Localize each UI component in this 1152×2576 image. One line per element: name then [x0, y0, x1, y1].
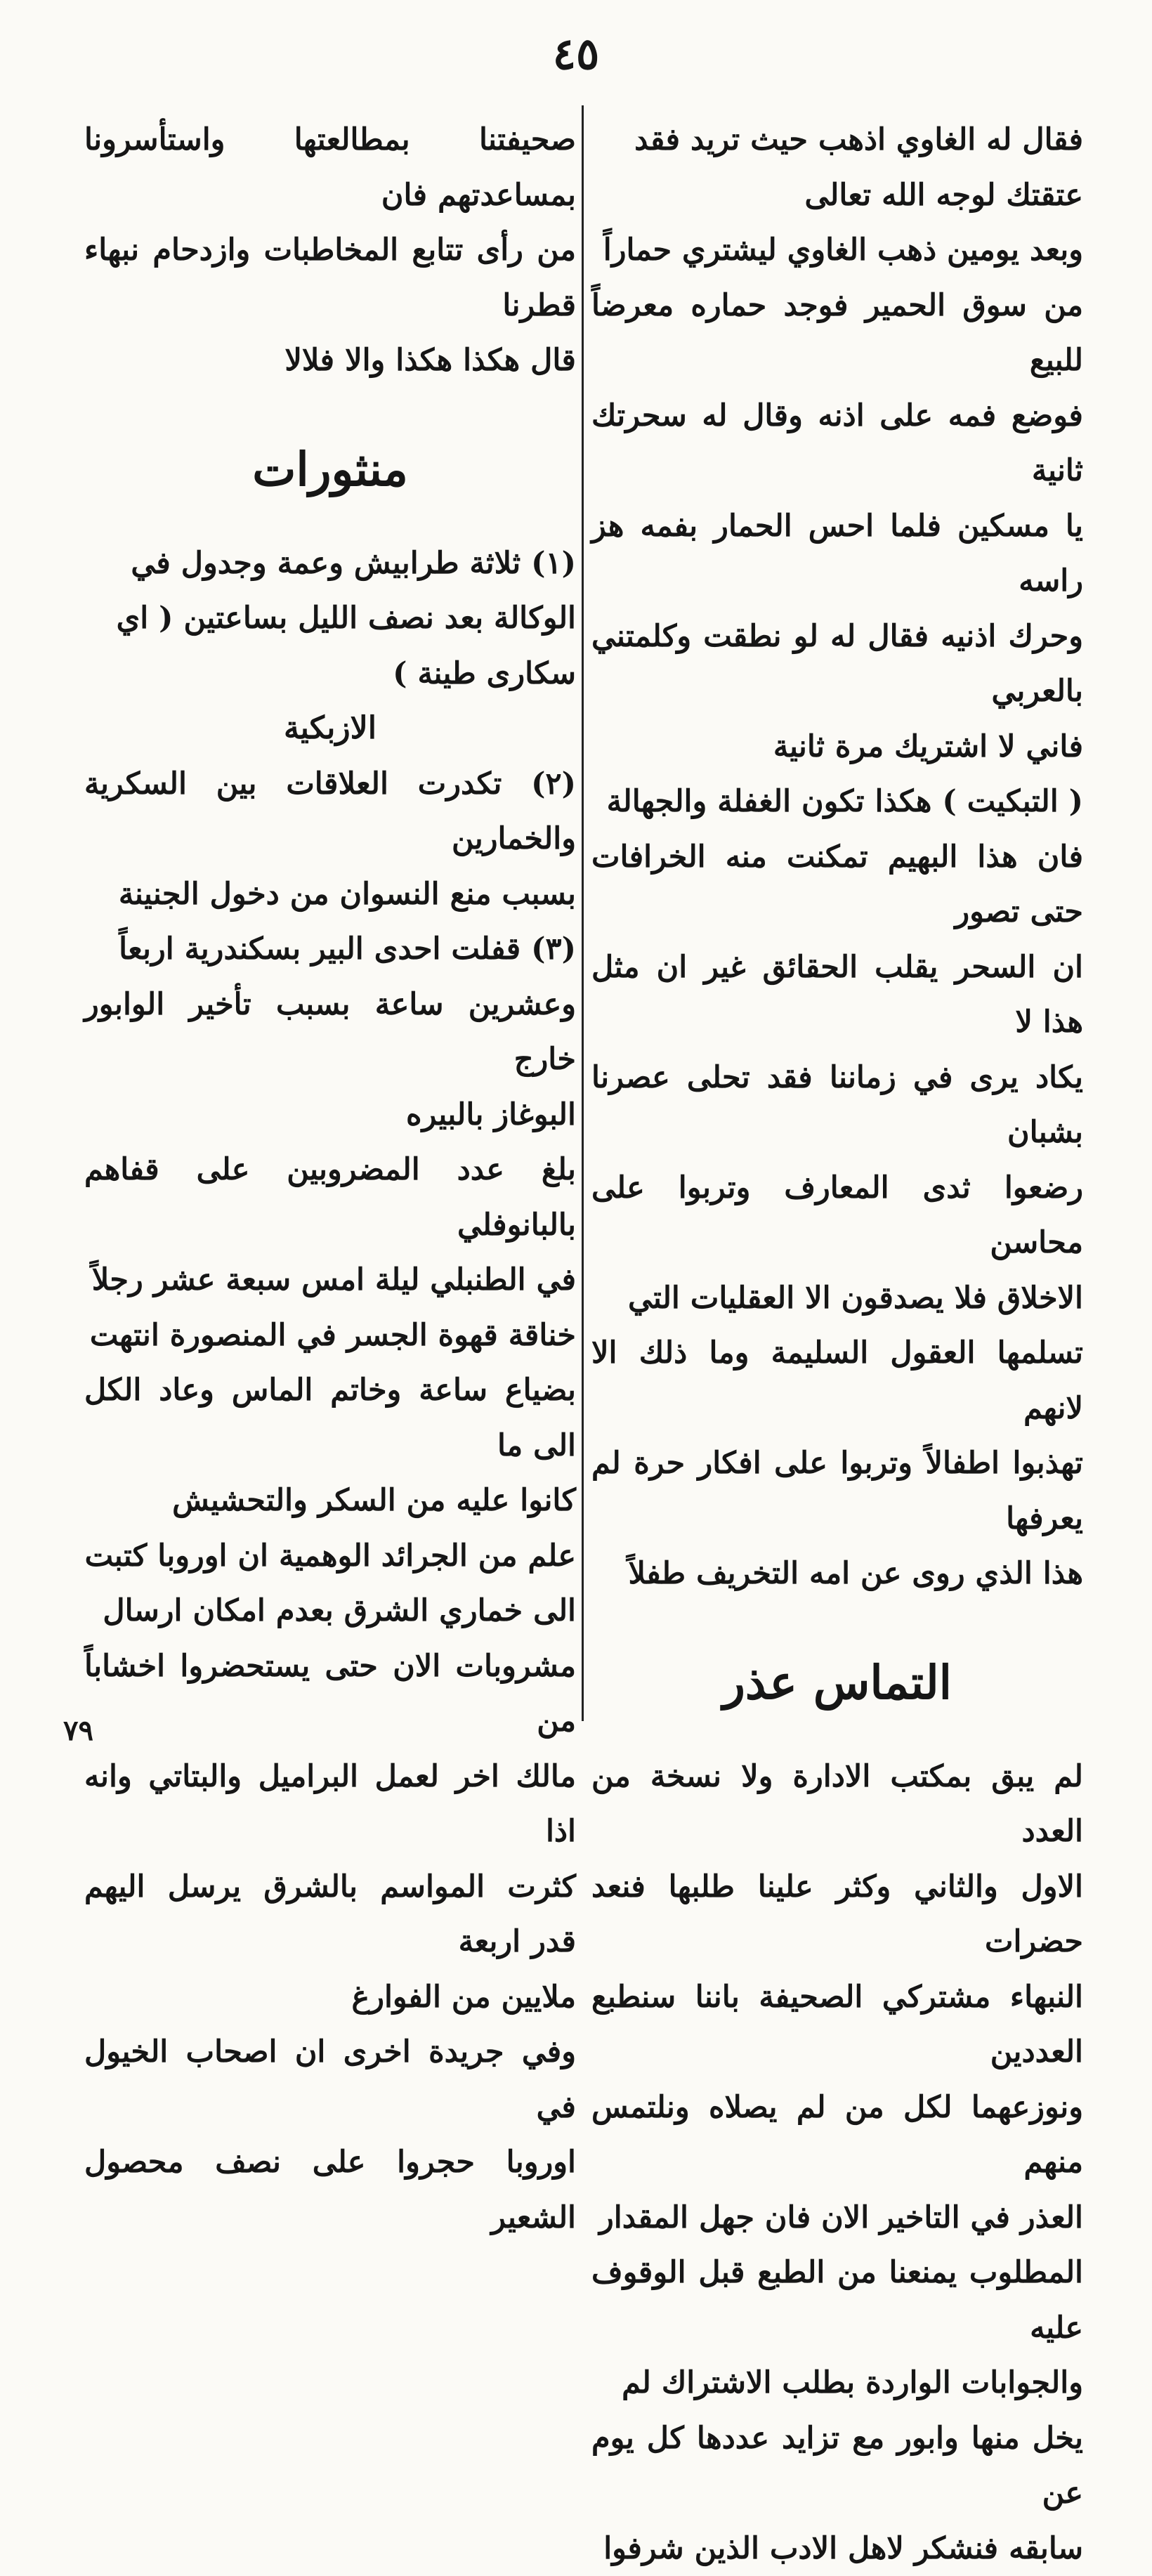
text-line: وحرك اذنيه فقال له لو نطقت وكلمتني بالعربي — [591, 609, 1083, 719]
text-line: النبهاء مشتركي الصحيفة باننا سنطبع العددين — [591, 1970, 1083, 2080]
text-line: يا مسكين فلما احس الحمار بفمه هز راسه — [591, 499, 1083, 609]
section-heading: التماس عذر — [591, 1651, 1083, 1714]
text-line: علم من الجرائد الوهمية ان اوروبا كتبت — [84, 1529, 576, 1584]
subheading: الازبكية — [84, 701, 576, 757]
text-line: الى خماري الشرق بعدم امكان ارسال — [84, 1583, 576, 1639]
text-line: (١) ثلاثة طرابيش وعمة وجدول في — [84, 536, 576, 591]
text-line: (٣) قفلت احدى البير بسكندرية اربعاً — [84, 922, 576, 977]
text-line: كثرت المواسم بالشرق يرسل اليهم قدر اربعة — [84, 1859, 576, 1970]
text-line: البوغاز بالبيره — [84, 1087, 576, 1143]
text-line: رضعوا ثدى المعارف وتربوا على محاسن — [591, 1160, 1083, 1271]
column-divider — [582, 105, 584, 1721]
text-line: عتقتك لوجه الله تعالى — [591, 168, 1083, 223]
text-line: الوكالة بعد نصف الليل بساعتين ( اي — [84, 591, 576, 646]
text-line: (٢) تكدرت العلاقات بين السكرية والخمارين — [84, 757, 576, 867]
text-line: سابقه فنشكر لاهل الادب الذين شرفوا — [591, 2521, 1083, 2576]
page-number: ٤٥ — [0, 28, 1152, 79]
text-line: فقال له الغاوي اذهب حيث تريد فقد — [591, 112, 1083, 168]
text-line: فان هذا البهيم تمكنت منه الخرافات حتى تصور — [591, 830, 1083, 940]
text-line: الاول والثاني وكثر علينا طلبها فنعد حضرات — [591, 1859, 1083, 1970]
text-line: يكاد يرى في زماننا فقد تحلى عصرنا بشبان — [591, 1050, 1083, 1160]
section-heading: منثورات — [84, 438, 576, 501]
text-line: هذا الذي روى عن امه التخريف طفلاً — [591, 1546, 1083, 1602]
text-line: في الطنبلي ليلة امس سبعة عشر رجلاً — [84, 1253, 576, 1308]
text-line: بسبب منع النسوان من دخول الجنينة — [84, 867, 576, 922]
text-line: قال هكذا هكذا والا فلالا — [84, 333, 576, 388]
text-line: والجوابات الواردة بطلب الاشتراك لم — [591, 2355, 1083, 2411]
footer-number: ٧٩ — [63, 1714, 93, 1747]
text-line: اوروبا حجروا على نصف محصول الشعير — [84, 2135, 576, 2245]
text-line: بلغ عدد المضروبين على قفاهم بالبانوفلي — [84, 1142, 576, 1253]
text-line: من رأى تتابع المخاطبات وازدحام نبهاء قطرنا — [84, 223, 576, 333]
text-line: العذر في التاخير الان فان جهل المقدار — [591, 2190, 1083, 2246]
left-column — [84, 112, 576, 2245]
text-line: ( التبكيت ) هكذا تكون الغفلة والجهالة — [591, 774, 1083, 830]
text-line: وعشرين ساعة بسبب تأخير الوابور خارج — [84, 977, 576, 1087]
text-line: بضياع ساعة وخاتم الماس وعاد الكل الى ما — [84, 1363, 576, 1473]
text-line: من سوق الحمير فوجد حماره معرضاً للبيع — [591, 278, 1083, 388]
text-line: كانوا عليه من السكر والتحشيش — [84, 1473, 576, 1529]
text-line: يخل منها وابور مع تزايد عددها كل يوم عن — [591, 2411, 1083, 2521]
text-line: خناقة قهوة الجسر في المنصورة انتهت — [84, 1308, 576, 1364]
text-line: وبعد يومين ذهب الغاوي ليشتري حماراً — [591, 223, 1083, 278]
text-line: لم يبق بمكتب الادارة ولا نسخة من العدد — [591, 1749, 1083, 1859]
text-line: تهذبوا اطفالاً وتربوا على افكار حرة لم يعرفها — [591, 1436, 1083, 1546]
text-line: سكارى طينة ) — [84, 646, 576, 702]
text-line: فاني لا اشتريك مرة ثانية — [591, 719, 1083, 775]
text-line: فوضع فمه على اذنه وقال له سحرتك ثانية — [591, 388, 1083, 499]
text-line: ان السحر يقلب الحقائق غير ان مثل هذا لا — [591, 940, 1083, 1050]
text-line: مشروبات الان حتى يستحضروا اخشاباً من — [84, 1639, 576, 1749]
text-line: الاخلاق فلا يصدقون الا العقليات التي — [591, 1271, 1083, 1326]
right-column — [591, 112, 1083, 2576]
text-line: وفي جريدة اخرى ان اصحاب الخيول في — [84, 2025, 576, 2135]
text-line: ملايين من الفوارغ — [84, 1970, 576, 2025]
text-line: مالك اخر لعمل البراميل والبتاتي وانه اذا — [84, 1749, 576, 1859]
text-line: المطلوب يمنعنا من الطبع قبل الوقوف عليه — [591, 2245, 1083, 2355]
text-line: صحيفتنا بمطالعتها واستأسرونا بمساعدتهم فان — [84, 112, 576, 223]
text-line: ونوزعهما لكل من لم يصلاه ونلتمس منهم — [591, 2080, 1083, 2190]
text-line: تسلمها العقول السليمة وما ذلك الا لانهم — [591, 1326, 1083, 1436]
